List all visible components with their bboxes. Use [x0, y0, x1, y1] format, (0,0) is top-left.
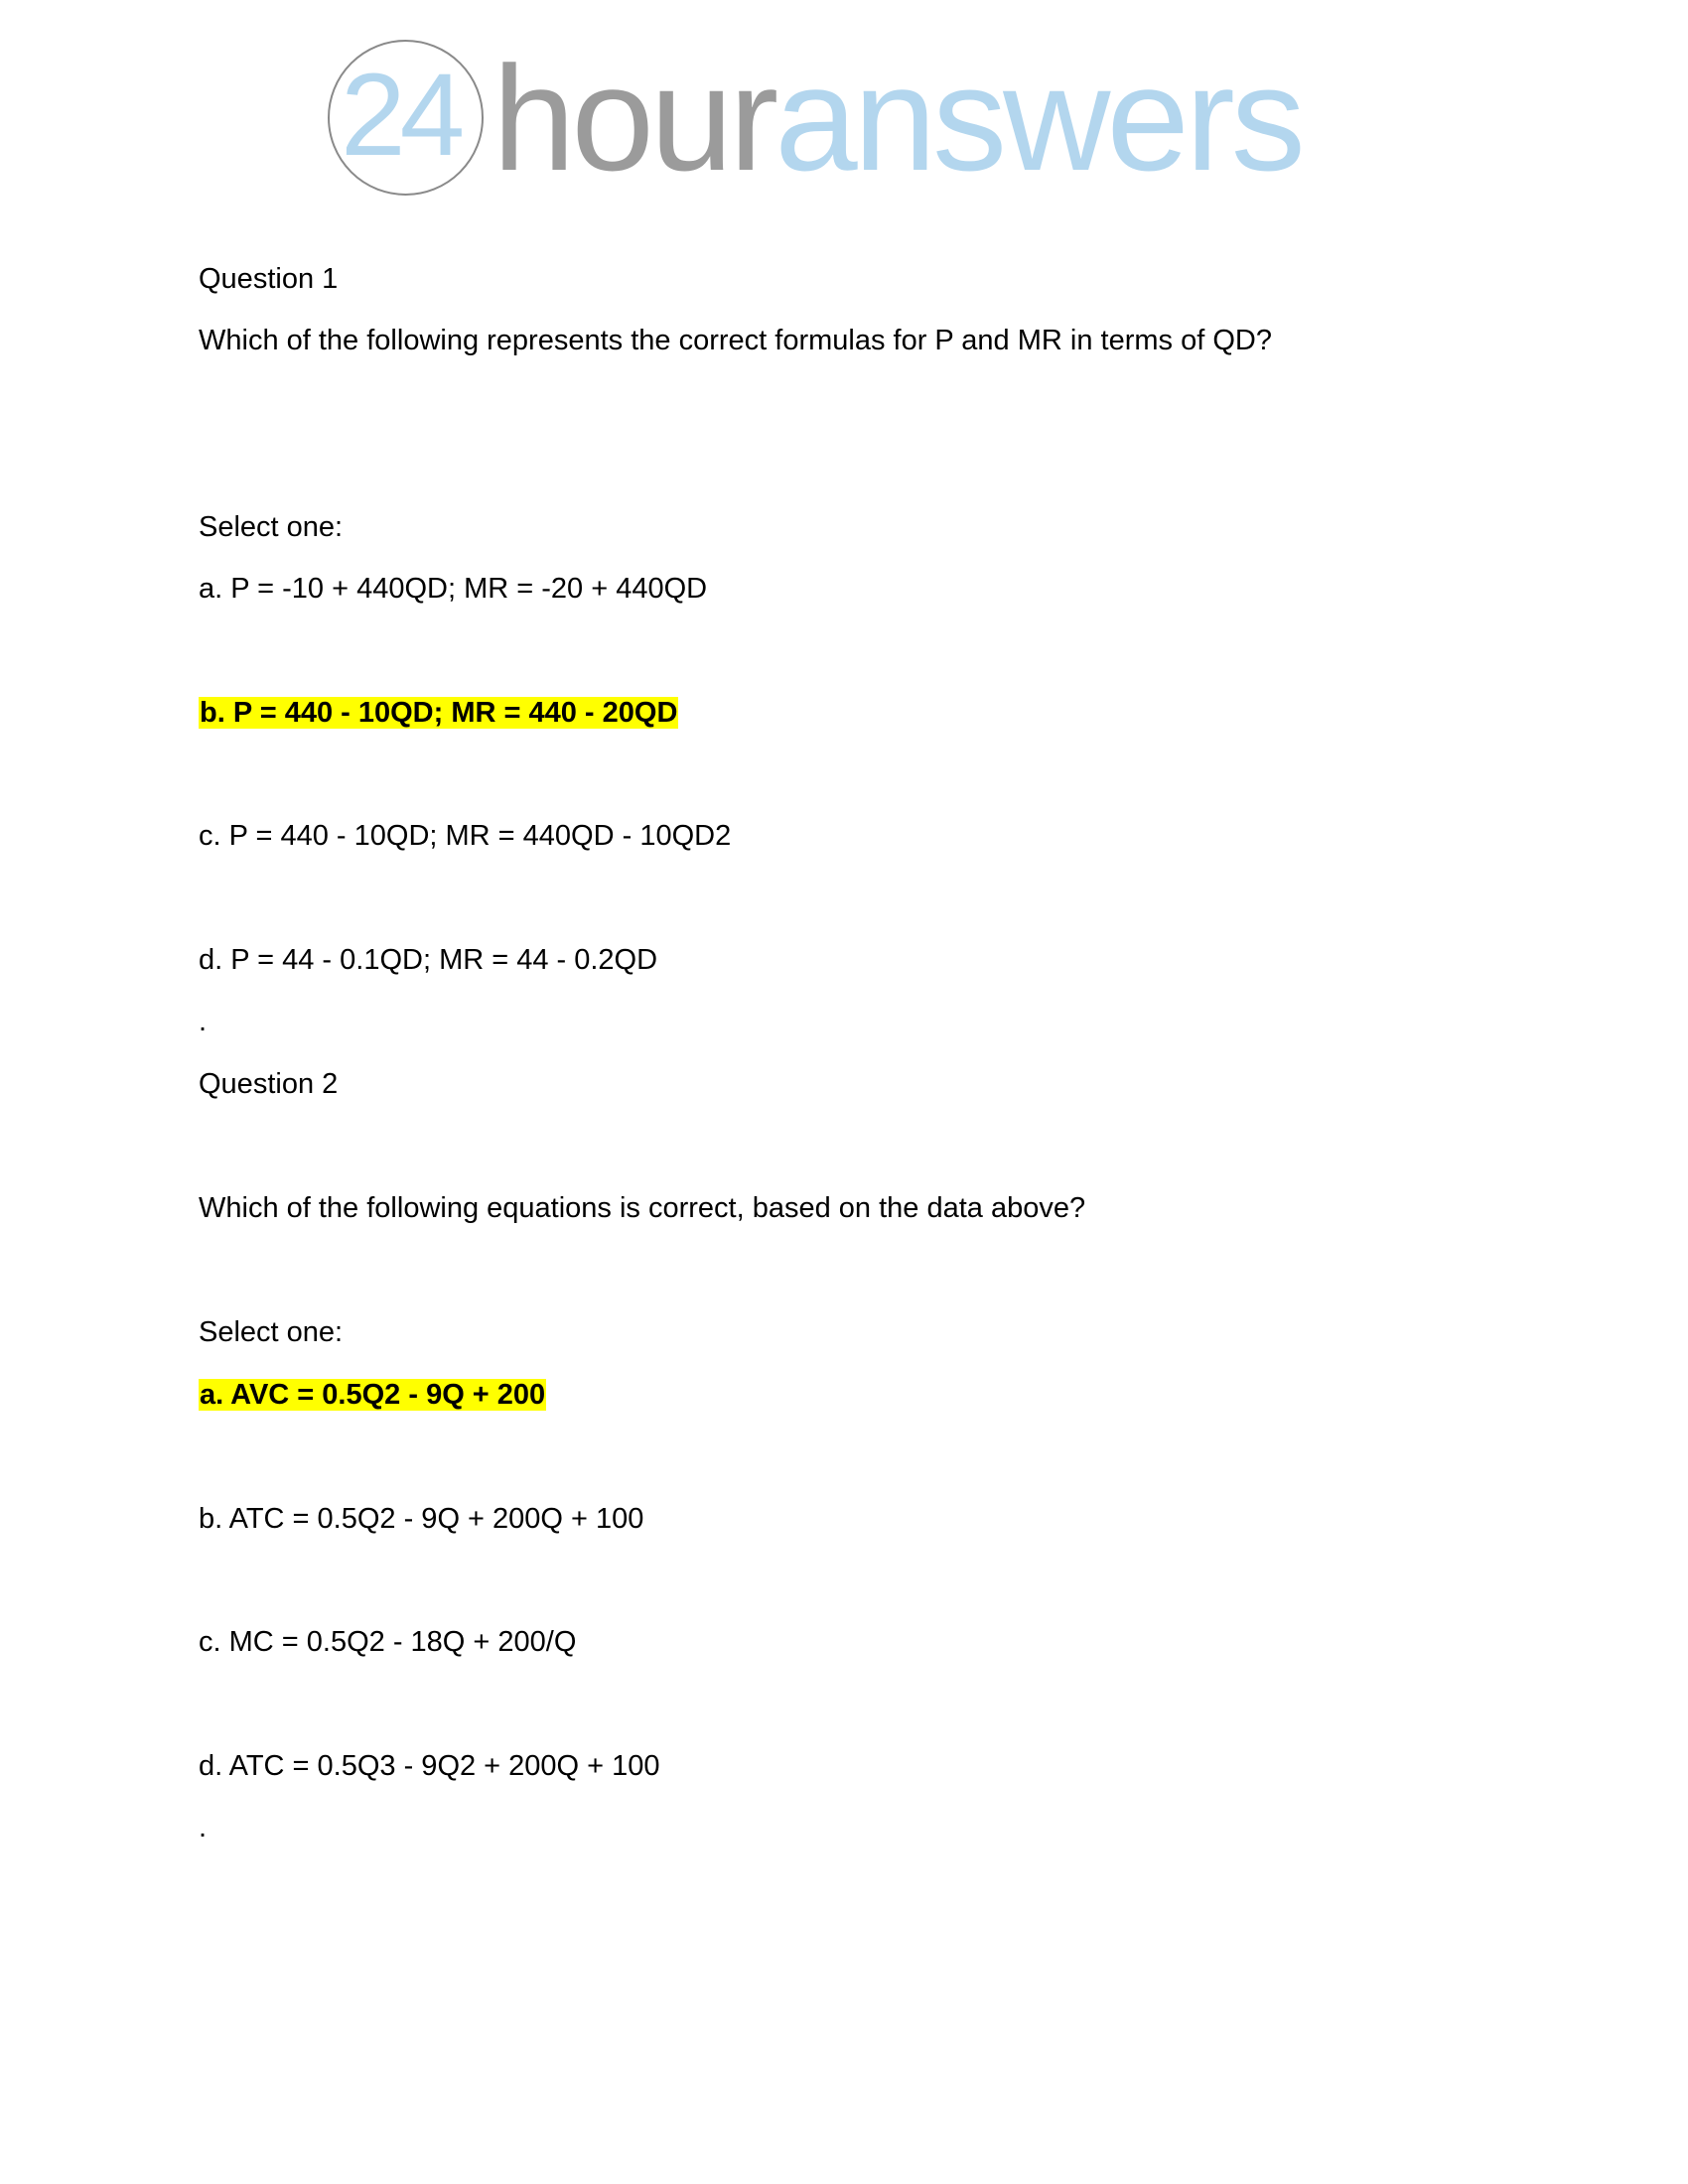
logo-word-hour: hour — [492, 35, 775, 202]
question1-option-b — [199, 694, 678, 732]
logo-number: 24 — [341, 50, 460, 181]
option-text: c. P = 440 - 10QD; MR = 440QD - 10QD2 — [199, 820, 732, 852]
option-text-highlighted: b. P = 440 - 10QD; MR = 440 - 20QD — [200, 697, 678, 729]
brand-logo — [324, 35, 1302, 202]
option-text: d. P = 44 - 0.1QD; MR = 44 - 0.2QD — [199, 944, 658, 976]
question2-option-a — [199, 1376, 546, 1414]
question2-end-mark: . — [199, 1812, 208, 1843]
question1-prompt: Which of the following represents the correct formulas for P and MR in terms of QD? — [199, 325, 1272, 356]
question1-title: Question 1 — [199, 263, 339, 295]
option-text: a. P = -10 + 440QD; MR = -20 + 440QD — [199, 573, 708, 605]
logo-word-answers: answers — [774, 35, 1302, 202]
question2-option-b — [199, 1500, 643, 1538]
logo-wordmark — [492, 35, 1302, 202]
option-text-highlighted: a. AVC = 0.5Q2 - 9Q + 200 — [200, 1379, 546, 1411]
question2-title: Question 2 — [199, 1068, 339, 1100]
question1-option-d — [199, 941, 657, 979]
question1-option-a — [199, 570, 707, 608]
question2-option-d — [199, 1747, 660, 1785]
question1-option-c — [199, 817, 731, 855]
question1-end-mark: . — [199, 1006, 208, 1037]
question1-select-label: Select one: — [199, 511, 344, 543]
option-text: b. ATC = 0.5Q2 - 9Q + 200Q + 100 — [199, 1503, 644, 1535]
option-text: d. ATC = 0.5Q3 - 9Q2 + 200Q + 100 — [199, 1750, 660, 1782]
question2-prompt: Which of the following equations is correct, based on the data above? — [199, 1192, 1086, 1224]
question2-select-label: Select one: — [199, 1316, 344, 1348]
question2-option-c — [199, 1623, 576, 1661]
option-text: c. MC = 0.5Q2 - 18Q + 200/Q — [199, 1626, 577, 1658]
